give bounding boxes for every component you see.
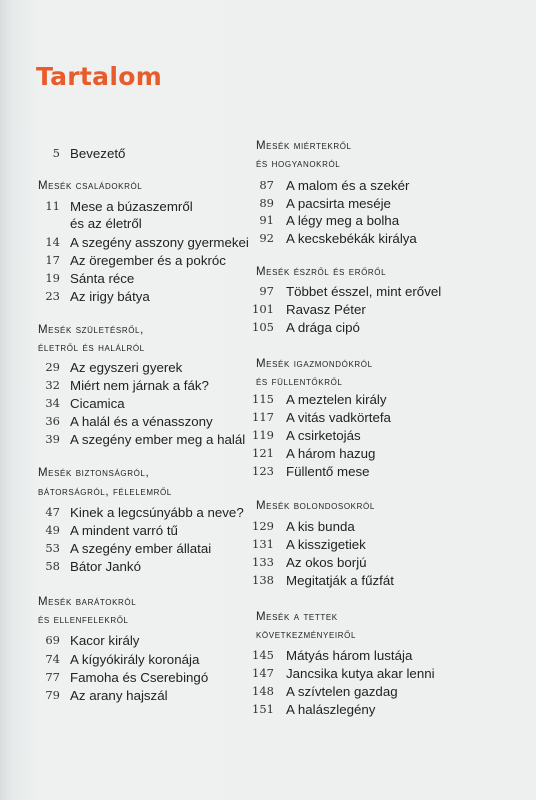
- page: Tartalom 5 Bevezető Mesék családokról 11 Mese a búzaszemről és az életről 14 A szegény asszony gyermekei 17 Az öregember és a pokróc 19 Sánta réce 23 Az irigy bátya Mesék születésről, életről és halálról 29 Az egyszeri gyerek 32 Miért nem járnak a fák? 34 Cicamica 36 A halál és a vénasszony 39 A szegény ember meg a halál Mesék biztonságról, bátorságról, félelemről 47 Kinek a legcsúnyább a neve? 49 A mindent varró tű 53 A szegény ember állatai 58 Bátor Jankó Mesék barátokról és ellenfelekről 69 Kacor király 74 A kígyókirály koronája 77 Famoha és Cserebingó 79 Az arany hajszál Mesék miértekről és hogyanokról 87 A malom és a szekér 89 A pacsirta meséje 91 A légy meg a bolha 92 A kecskebékák királya Mesék észről és erőről 97 Többet ésszel, mint erővel 101 Ravasz Péter 105 A drága cipó Mesék igazmondókról és füllentőkről 115 A meztelen király 117 A vitás vadkörtefa 119 A csirketojás 121 A három hazug 123 Füllentő mese Mesék bolondosokról 129 A kis bunda 131 A kisszigetiek 133 Az okos borjú 138 Megitatják a fűzfát Mesék a tettek következményeiről 145 Mátyás három lustája 147 Jancsika kutya akar lenni 148 A szívtelen gazdag 151 A halászlegény: [0, 0, 536, 800]
- section-heading-line2: életről és halálról: [38, 342, 145, 354]
- section-heading: Mesék észről és erőről: [256, 266, 387, 278]
- section-heading: Mesék családokról: [38, 180, 143, 192]
- section-heading: Mesék biztonságról,: [38, 467, 150, 479]
- section-heading: Mesék barátokról: [38, 596, 137, 608]
- page-title: Tartalom: [36, 62, 163, 91]
- section-heading: Mesék miértekről: [256, 140, 352, 152]
- section-heading-line2: következményeiről: [256, 629, 356, 641]
- section-heading: Mesék a tettek: [256, 611, 338, 623]
- section-heading: Mesék igazmondókról: [256, 358, 373, 370]
- section-heading: Mesék születésről,: [38, 324, 144, 336]
- section-heading: Mesék bolondosokról: [256, 500, 375, 512]
- section-heading-line2: és hogyanokról: [256, 158, 341, 170]
- section-heading-line2: bátorságról, félelemről: [38, 486, 172, 498]
- section-heading-line2: és füllentőkről: [256, 376, 343, 388]
- section-heading-line2: és ellenfelekről: [38, 614, 129, 626]
